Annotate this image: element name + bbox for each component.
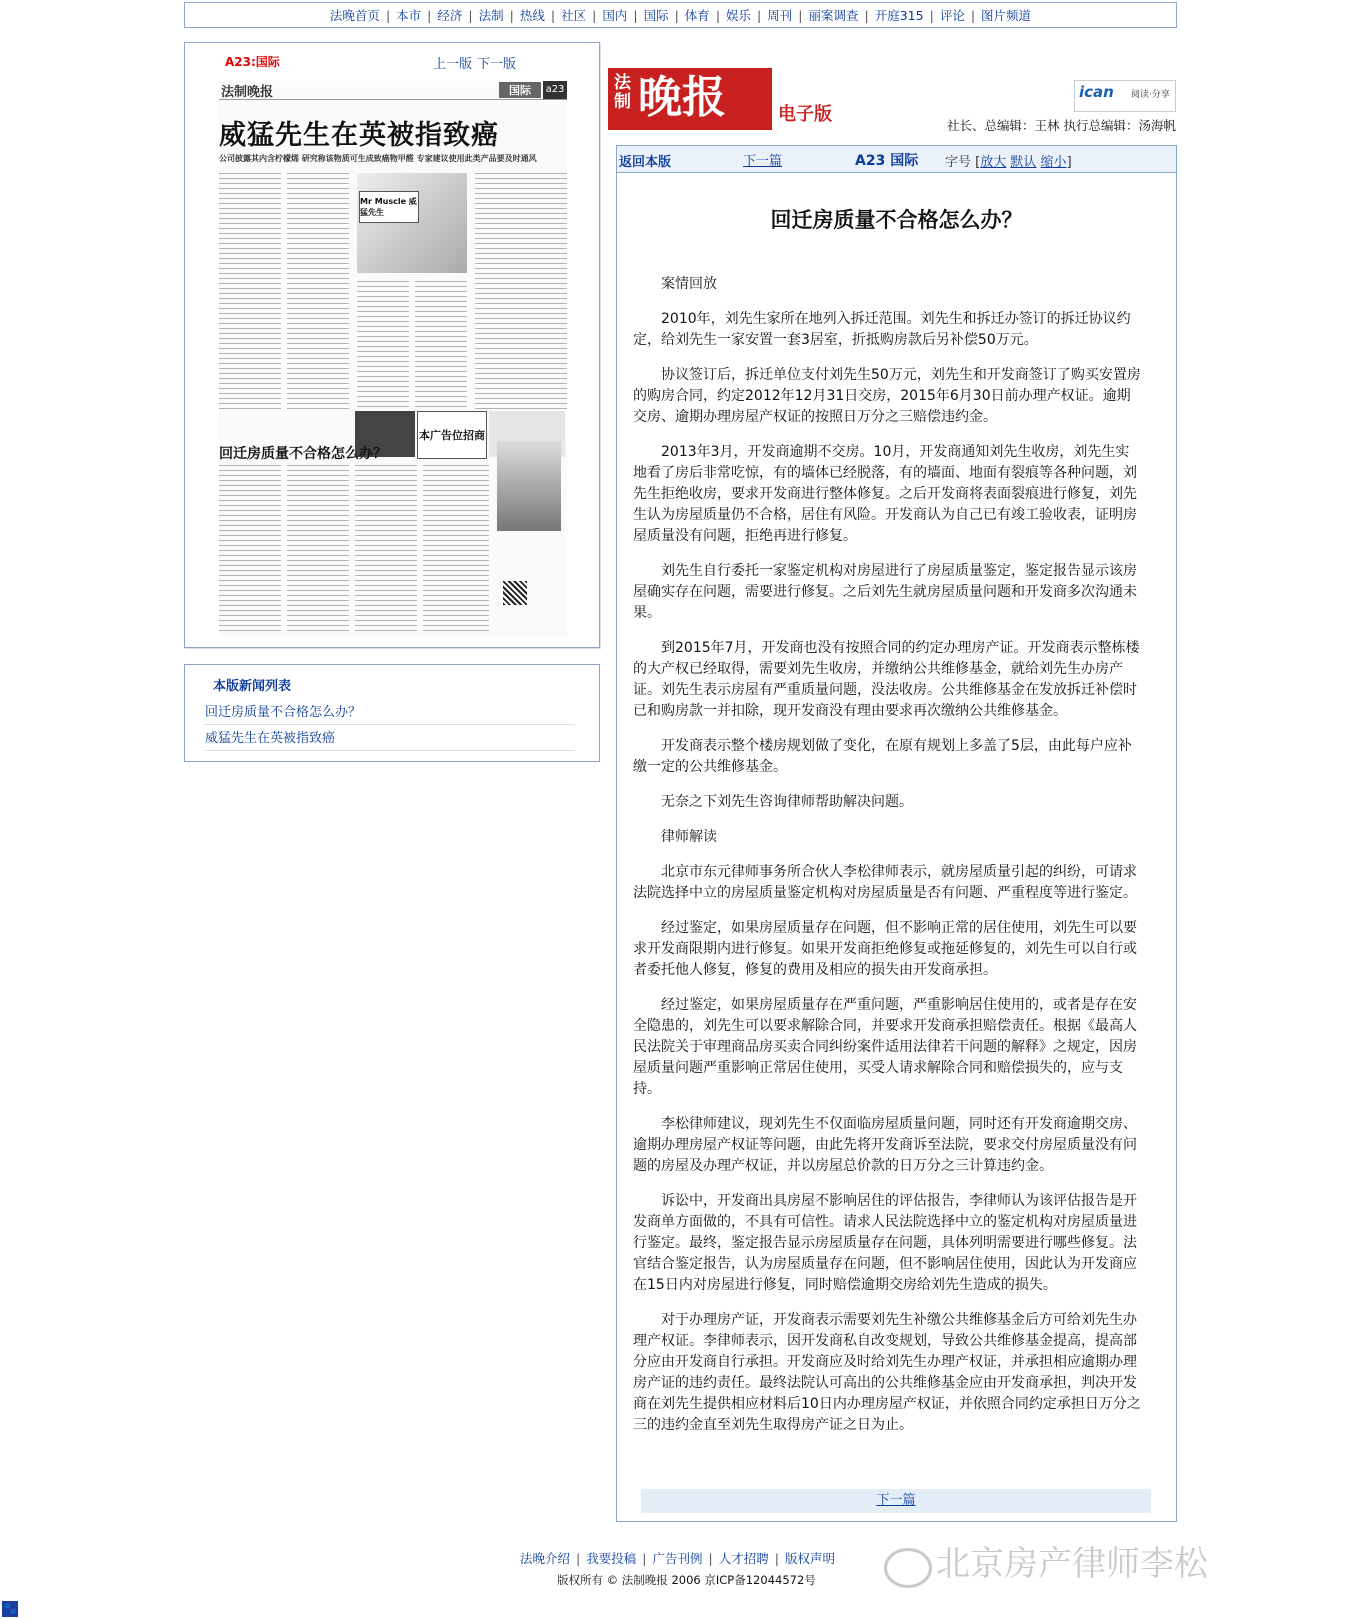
footer-link[interactable]: 广告刊例 — [652, 1551, 703, 1566]
nav-separator: | — [633, 7, 638, 23]
paper-headline: 威猛先生在英被指致癌 — [219, 120, 499, 151]
nav-separator: | — [929, 7, 934, 23]
nav-item[interactable]: 热线 — [519, 8, 545, 23]
article-paragraph: 经过鉴定，如果房屋质量存在严重问题，严重影响居住使用的，或者是存在安全隐患的，刘先生可以要求解除合同，并要求开发商承担赔偿责任。根据《最高人民法院关于审理商品房买卖合同纠纷案件适用法律若干问题的解释》之规定，因房屋质量问题严重影响正常居住使用，买受人请求解除合同和赔偿损失的，应与支持。 — [633, 997, 1137, 1097]
paper-section: 国际 — [499, 82, 541, 98]
article-toolbar — [617, 146, 1176, 173]
nav-item[interactable]: 娱乐 — [726, 8, 752, 23]
paper-text-column — [287, 465, 349, 631]
nav-separator: | — [864, 7, 869, 23]
nav-separator: | — [592, 7, 597, 23]
article-paragraph: 诉讼中，开发商出具房屋不影响居住的评估报告，李律师认为该评估报告是开发商单方面做的，不具有可信性。请求人民法院选择中立的鉴定机构对房屋质量进行鉴定。最终，鉴定报告显示房屋质量存在问题，具体列明需要进行哪些修复。法官结合鉴定报告，认为房屋质量存在问题，但不影响居住使用，因此认为开发商应在15日内对房屋进行修复，同时赔偿逾期交房给刘先生造成的损失。 — [633, 1193, 1137, 1293]
copyright: 版权所有 © 法制晚报 2006 京ICP备12044572号 — [557, 1573, 816, 1587]
nav-item[interactable]: 体育 — [684, 8, 710, 23]
article-bottom-bar — [641, 1489, 1151, 1513]
footer-link[interactable]: 人才招聘 — [718, 1551, 769, 1566]
paper-preview-panel — [184, 42, 600, 648]
paper-masthead — [219, 81, 567, 100]
article-paragraph: 经过鉴定，如果房屋质量存在问题，但不影响正常的居住使用，刘先生可以要求开发商限期内进行修复。如果开发商拒绝修复或拖延修复的，刘先生可以自行或者委托他人修复，修复的费用及相应的损失由开发商承担。 — [633, 920, 1137, 978]
newspaper-page-image[interactable] — [219, 81, 567, 637]
font-bigger-link[interactable]: 放大 — [980, 155, 1007, 170]
footer-separator: | — [774, 1551, 779, 1566]
nav-item[interactable]: 经济 — [437, 8, 463, 23]
paper-ad-recruit: 本广告位招商 — [417, 411, 487, 459]
logo-fazhi-text: 法制 — [614, 73, 631, 112]
news-list-item[interactable]: 威猛先生在英被指致癌 — [205, 727, 575, 751]
news-list-item[interactable]: 回迁房质量不合格怎么办？ — [205, 701, 575, 725]
nav-separator: | — [970, 7, 976, 23]
nav-item[interactable]: 国际 — [643, 8, 669, 23]
font-size-control: 字号 [放大 默认 缩小] — [945, 155, 1072, 170]
nav-item[interactable]: 法制 — [478, 8, 504, 23]
footer-separator: | — [642, 1551, 647, 1566]
paper-text-column — [415, 281, 467, 409]
nav-separator: | — [550, 7, 556, 23]
nav-item[interactable]: 社区 — [561, 8, 587, 23]
paper-page-number: a23 — [543, 81, 567, 99]
news-list-title: 本版新闻列表 — [213, 679, 292, 694]
nav-separator: | — [798, 7, 803, 23]
article-paragraph: 律师解读 — [661, 829, 717, 845]
paper-text-column — [219, 173, 281, 409]
logo-subtitle: 电子版 — [778, 104, 832, 125]
next-page-link[interactable]: 下一版 — [477, 57, 517, 72]
article-paragraph: 无奈之下刘先生咨询律师帮助解决问题。 — [661, 794, 913, 810]
footer-link[interactable]: 我要投稿 — [586, 1551, 637, 1566]
page-tag: A23:国际 — [225, 55, 280, 69]
nav-separator: | — [757, 7, 762, 23]
article-paragraph: 开发商表示整个楼房规划做了变化，在原有规划上多盖了5层，由此每户应补缴一定的公共维修基金。 — [633, 738, 1132, 775]
next-article-link[interactable]: 下一篇 — [743, 154, 783, 169]
article-paragraph: 刘先生自行委托一家鉴定机构对房屋进行了房屋质量鉴定，鉴定报告显示该房屋确实存在问题，需要进行修复。之后刘先生就房屋质量问题和开发商多次沟通未果。 — [633, 563, 1137, 621]
lawyer-photo — [497, 441, 561, 531]
nav-item[interactable]: 本市 — [396, 8, 422, 23]
paper-text-column — [355, 465, 417, 631]
nav-item[interactable]: 周刊 — [767, 8, 793, 23]
article-paragraph: 2013年3月，开发商逾期不交房。10月，开发商通知刘先生收房，刘先生实地看了房后非常吃惊，有的墙体已经脱落，有的墙面、地面有裂痕等各种问题，刘先生拒绝收房，要求开发商进行整体修复。之后开发商将表面裂痕进行修复，刘先生认为房屋质量仍不合格，居住有风险。开发商认为自己已有竣工验收表，证明房屋质量没有问题，拒绝再进行修复。 — [633, 444, 1137, 544]
fazhi-wanbao-logo[interactable] — [608, 68, 772, 130]
prev-page-link[interactable]: 上一版 — [433, 57, 473, 72]
nav-item[interactable]: 法晚首页 — [329, 8, 380, 23]
nav-separator: | — [674, 7, 679, 23]
paper-product-photo — [357, 173, 467, 273]
paper-text-column — [423, 465, 489, 631]
back-to-page-link[interactable]: 返回本版 — [619, 155, 672, 170]
nav-separator: | — [715, 7, 721, 23]
editor-credits: 社长、总编辑：王林 执行总编辑：汤海帆 — [947, 118, 1176, 133]
paper-headline-2: 回迁房质量不合格怎么办？ — [219, 446, 387, 462]
ican-slogan: 阅读·分享 — [1131, 90, 1170, 100]
logo-wanbao-text: 晚报 — [638, 72, 726, 123]
nav-item[interactable]: 评论 — [939, 8, 965, 23]
font-smaller-link[interactable]: 缩小 — [1040, 155, 1067, 170]
font-size-label: 字号 — [945, 155, 972, 170]
footer-separator: | — [576, 1551, 581, 1566]
paper-subhead: 公司披露其内含柠檬烯 研究称该物质可生成致癌物甲醛 专家建议使用此类产品要及时通风 — [219, 154, 537, 163]
article-panel — [616, 145, 1177, 1522]
footer-link[interactable]: 法晚介绍 — [520, 1551, 571, 1566]
watermark-text: 北京房产律师李松 — [936, 1544, 1208, 1584]
article-body — [633, 274, 1143, 1450]
paper-text-column — [357, 281, 409, 409]
paper-text-column — [287, 173, 349, 409]
nav-separator: | — [427, 7, 432, 23]
qr-code-icon — [503, 581, 527, 605]
article-paragraph: 李松律师建议，现刘先生不仅面临房屋质量问题，同时还有开发商逾期交房、逾期办理房屋产权证等问题，由此先将开发商诉至法院，要求交付房屋质量没有问题的房屋及办理产权证，并以房屋总价款的日万分之三计算违约金。 — [633, 1116, 1137, 1174]
footer-separator: | — [708, 1551, 713, 1566]
nav-item[interactable]: 国内 — [602, 8, 628, 23]
top-nav — [184, 2, 1177, 28]
nav-item[interactable]: 图片频道 — [981, 8, 1032, 23]
font-default-link[interactable]: 默认 — [1010, 155, 1037, 170]
nav-separator: | — [385, 7, 391, 23]
news-list-panel — [184, 664, 600, 762]
article-paragraph: 到2015年7月，开发商也没有按照合同的约定办理房产证。开发商表示整栋楼的大产权已经取得，需要刘先生收房，并缴纳公共维修基金，就给刘先生办房产证。刘先生表示房屋有严重质量问题，没法收房。公共维修基金在发放拆迁补偿时已和购房款一并扣除，现开发商没有理由要求再次缴纳公共维修基金。 — [633, 640, 1140, 719]
paper-logo: 法制晚报 — [221, 85, 274, 100]
nav-separator: | — [468, 7, 473, 23]
paw-icon[interactable]: 🐾 — [3, 1602, 17, 1615]
nav-item[interactable]: 开庭315 — [874, 8, 924, 23]
article-paragraph: 2010年，刘先生家所在地列入拆迁范围。刘先生和拆迁办签订的拆迁协议约定，给刘先生一家安置一套3居室，折抵购房款后另补偿50万元。 — [633, 311, 1131, 348]
paper-ad-brand: Mr Muscle 威猛先生 — [359, 191, 419, 223]
watermark — [884, 1536, 1208, 1585]
article-paragraph: 协议签订后，拆迁单位支付刘先生50万元，刘先生和开发商签订了购买安置房的购房合同，约定2012年12月31日交房，2015年6月30日前办理产权证。逾期交房、逾期办理房屋产权证的按照日万分之三赔偿违约金。 — [633, 367, 1141, 425]
article-paragraph: 北京市东元律师事务所合伙人李松律师表示，就房屋质量引起的纠纷，可请求法院选择中立的房屋质量鉴定机构对房屋质量是否有问题、严重程度等进行鉴定。 — [633, 864, 1137, 901]
nav-separator: | — [509, 7, 514, 23]
paper-text-column — [475, 173, 567, 409]
paper-text-column — [219, 465, 281, 631]
footer-link[interactable]: 版权声明 — [784, 1551, 835, 1566]
bottom-next-article-link[interactable]: 下一篇 — [876, 1493, 916, 1508]
article-paragraph: 对于办理房产证，开发商表示需要刘先生补缴公共维修基金后方可给刘先生办理产权证。李律师表示，因开发商私自改变规划，导致公共维修基金提高，提高部分应由开发商自行承担。开发商应及时给刘先生办理产权证，并承担相应逾期办理房产证的违约责任。最终法院认可高出的公共维修基金应由开发商承担，判决开发商在刘先生提供相应材料后10日内办理房屋产权证，并依照合同约定承担日万分之三的违约金直至刘先生取得房产证之日为止。 — [633, 1312, 1141, 1433]
page-label: A23 国际 — [855, 153, 919, 169]
article-title: 回迁房质量不合格怎么办？ — [770, 208, 1023, 232]
ican-logo: ican — [1079, 83, 1114, 101]
ican-badge[interactable] — [1074, 80, 1176, 112]
footer-links — [520, 1549, 835, 1567]
article-paragraph: 案情回放 — [661, 276, 717, 292]
nav-item[interactable]: 丽案调查 — [808, 8, 859, 23]
